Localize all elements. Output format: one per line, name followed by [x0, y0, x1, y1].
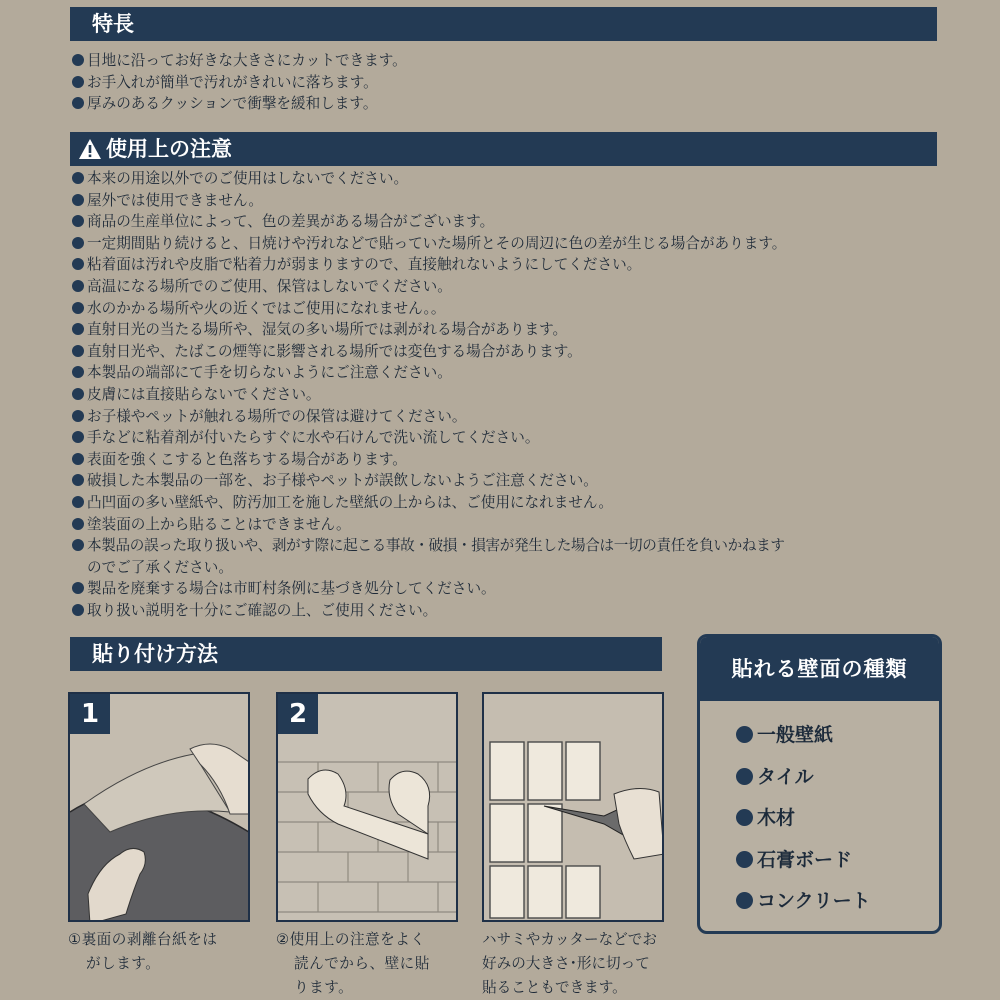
features-heading [70, 7, 937, 41]
list-item: 取り扱い説明を十分にご確認の上、ご使用ください。 [72, 600, 786, 622]
list-item: 厚みのあるクッションで衝撃を緩和します。 [72, 93, 407, 115]
wall-types-title: 貼れる壁面の種類 [700, 637, 939, 701]
cut-with-scissors-illustration [484, 694, 664, 922]
step-2-illustration [276, 692, 458, 922]
list-item: 粘着面は汚れや皮脂で粘着力が弱まりますので、直接触れないようにしてください。 [72, 254, 786, 276]
wall-types-list [736, 715, 939, 923]
bullet-icon [72, 215, 84, 227]
bullet-icon [736, 892, 753, 909]
bullet-icon [72, 345, 84, 357]
bullet-icon [72, 194, 84, 206]
bullet-icon [72, 280, 84, 292]
list-item: 手などに粘着剤が付いたらすぐに水や石けんで洗い流してください。 [72, 427, 786, 449]
bullet-icon [72, 237, 84, 249]
bullet-icon [72, 388, 84, 400]
bullet-icon [72, 474, 84, 486]
list-item: コンクリート [736, 881, 939, 923]
bullet-icon [72, 582, 84, 594]
list-item: 一定期間貼り続けると、日焼けや汚れなどで貼っていた場所とその周辺に色の差が生じる場合があります。 [72, 233, 786, 255]
cautions-list [72, 168, 786, 621]
list-item: お手入れが簡単で汚れがきれいに落ちます。 [72, 72, 407, 94]
list-item: 一般壁紙 [736, 715, 939, 757]
bullet-icon [72, 539, 84, 551]
cautions-heading [70, 132, 937, 166]
list-item: 本来の用途以外でのご使用はしないでください。 [72, 168, 786, 190]
step-number: 1 [70, 694, 110, 734]
list-item: 塗装面の上から貼ることはできません。 [72, 514, 786, 536]
bullet-icon [72, 323, 84, 335]
wall-types-panel [697, 634, 942, 934]
list-item: 屋外では使用できません。 [72, 190, 786, 212]
features-title: 特長 [92, 12, 134, 36]
list-item: 木材 [736, 798, 939, 840]
bullet-icon [72, 453, 84, 465]
list-item: 本製品の誤った取り扱いや、剥がす際に起こる事故・破損・損害が発生した場合は一切の責任を負いかねます [72, 535, 786, 557]
list-item: 皮膚には直接貼らないでください。 [72, 384, 786, 406]
warning-icon [78, 136, 102, 170]
list-item: 本製品の端部にて手を切らないようにご注意ください。 [72, 362, 786, 384]
list-item: 水のかかる場所や火の近くではご使用になれません。。 [72, 298, 786, 320]
bullet-icon [72, 258, 84, 270]
bullet-icon [72, 97, 84, 109]
list-item-continuation: のでご了承ください。 [87, 558, 233, 576]
list-item: 商品の生産単位によって、色の差異がある場合がございます。 [72, 211, 786, 233]
list-item: 破損した本製品の一部を、お子様やペットが誤飲しないようご注意ください。 [72, 470, 786, 492]
step-3-illustration [482, 692, 664, 922]
step-1-caption: ①裏面の剥離台紙をは がします。 [68, 931, 218, 972]
bullet-icon [72, 518, 84, 530]
bullet-icon [736, 851, 753, 868]
howto-title: 貼り付け方法 [92, 642, 218, 666]
list-item: 高温になる場所でのご使用、保管はしないでください。 [72, 276, 786, 298]
features-list [72, 50, 407, 115]
bullet-icon [736, 768, 753, 785]
list-item: 石膏ボード [736, 840, 939, 882]
bullet-icon [736, 726, 753, 743]
list-item: 直射日光の当たる場所や、湿気の多い場所では剥がれる場合があります。 [72, 319, 786, 341]
bullet-icon [72, 496, 84, 508]
bullet-icon [736, 809, 753, 826]
cautions-title: 使用上の注意 [106, 137, 232, 161]
bullet-icon [72, 302, 84, 314]
list-item: タイル [736, 757, 939, 799]
list-item: お子様やペットが触れる場所での保管は避けてください。 [72, 406, 786, 428]
bullet-icon [72, 431, 84, 443]
bullet-icon [72, 604, 84, 616]
bullet-icon [72, 172, 84, 184]
list-item: 凸凹面の多い壁紙や、防汚加工を施した壁紙の上からは、ご使用になれません。 [72, 492, 786, 514]
step-1-illustration [68, 692, 250, 922]
list-item: 目地に沿ってお好きな大きさにカットできます。 [72, 50, 407, 72]
bullet-icon [72, 54, 84, 66]
step-2-caption: ②使用上の注意をよく 読んでから、壁に貼 ります。 [276, 931, 430, 996]
list-item: 直射日光や、たばこの煙等に影響される場所では変色する場合があります。 [72, 341, 786, 363]
bullet-icon [72, 76, 84, 88]
bullet-icon [72, 366, 84, 378]
list-item: 製品を廃棄する場合は市町村条例に基づき処分してください。 [72, 578, 786, 600]
list-item: 表面を強くこすると色落ちする場合があります。 [72, 449, 786, 471]
step-3-caption: ハサミやカッターなどでお 好みの大きさ･形に切って 貼ることもできます。 [482, 931, 657, 996]
bullet-icon [72, 410, 84, 422]
step-number: 2 [278, 694, 318, 734]
howto-heading [70, 637, 662, 671]
